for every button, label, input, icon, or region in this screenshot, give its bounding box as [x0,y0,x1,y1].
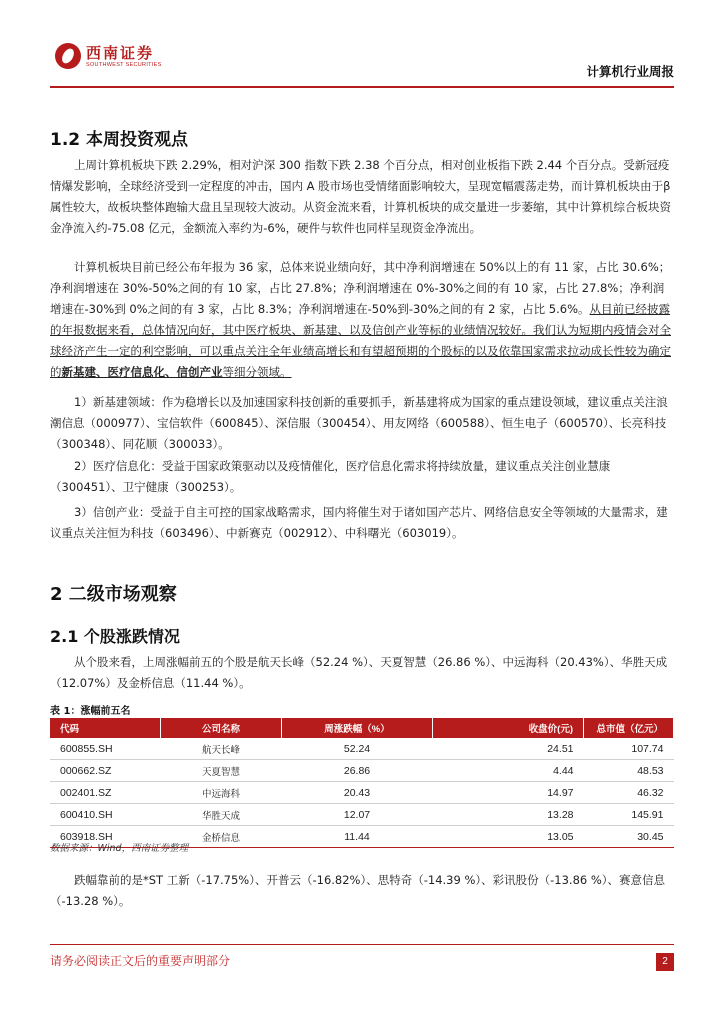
section-heading-2-1: 2.1 个股涨跌情况 [50,627,180,646]
report-type: 计算机行业周报 [586,64,674,79]
table-row [50,738,674,760]
cell-code: 000662.SZ [50,760,161,782]
key-sectors-bold: 新基建、医疗信息化、信创产业 [61,365,223,379]
brand-name-english: SOUTHWEST SECURITIES [86,62,162,68]
column-header-code: 代码 [50,718,161,738]
paragraph-top-gainers: 从个股来看，上周涨幅前五的个股是航天长峰（52.24 %）、天夏智慧（26.86 %）、中远海科（20.43%）、华胜天成（12.07%）及金桥信息（11.44 %）。 [50,655,668,690]
annual-report-stats: 计算机板块目前已经公布年报为 36 家，总体来说业绩向好，其中净利润增速在 50%以上的有 11 家，占比 30.6%；净利润增速在 30%-50%之间的有 10 家，占比 27.8%；净利润增速在 0%-30%之间的有 10 家，占比 27.8%；净利润增速在-30%到 0%之间的有 3 家，占比 8.3%；净利润增速在-50%到-30%之间的有 2 家，占比 5.6%。 [50,260,671,316]
cell-weekly-change: 26.86 [282,760,433,782]
cell-close-price: 14.97 [433,782,584,804]
cell-code: 603918.SH [50,826,161,848]
table-source-note: 数据来源：Wind，西南证券整理 [50,843,189,854]
table-row [50,760,674,782]
cell-market-cap: 107.74 [584,738,674,760]
cell-close-price: 24.51 [433,738,584,760]
cell-close-price: 4.44 [433,760,584,782]
section-heading-1-2: 1.2 本周投资观点 [50,130,189,150]
header-divider [50,86,674,88]
cell-market-cap: 145.91 [584,804,674,826]
cell-code: 002401.SZ [50,782,161,804]
cell-company: 金桥信息 [161,826,282,848]
cell-weekly-change: 11.44 [282,826,433,848]
investment-view-underlined: 从目前已经披露的年报数据来看，总体情况向好，其中医疗板块、新基建、以及信创产业等标的业绩情况较好。我们认为短期内疫情会对全球经济产生一定的利空影响，可以重点关注全年业绩高增长和有望超预期的个股标的以及依靠国家需求拉动成长性较为确定的 [50,302,671,379]
table-row [50,804,674,826]
cell-weekly-change: 12.07 [282,804,433,826]
paragraph-medical-it: 2）医疗信息化：受益于国家政策驱动以及疫情催化，医疗信息化需求将持续放量，建议重点关注创业慧康（300451）、卫宁健康（300253）。 [50,459,611,494]
cell-company: 天夏智慧 [161,760,282,782]
cell-market-cap: 30.45 [584,826,674,848]
table-row [50,782,674,804]
cell-close-price: 13.05 [433,826,584,848]
page-header [0,0,724,90]
column-header-company: 公司名称 [161,718,282,738]
cell-code: 600410.SH [50,804,161,826]
cell-weekly-change: 52.24 [282,738,433,760]
paragraph-top-losers: 跌幅靠前的是*ST 工新（-17.75%）、开普云（-16.82%）、思特奇（-14.39 %）、彩讯股份（-13.86 %）、赛意信息（-13.28 %）。 [50,873,666,908]
table-title: 表 1：涨幅前五名 [50,706,131,717]
cell-company: 华胜天成 [161,804,282,826]
paragraph-xinchuang: 3）信创产业：受益于自主可控的国家战略需求，国内将催生对于诸如国产芯片、网络信息安全等领域的大量需求，建议重点关注恒为科技（603496）、中新赛克（002912）、中科曙光（603019）。 [50,505,668,540]
investment-view-ending: 等细分领域。 [222,365,292,379]
table-header-row [50,718,674,738]
paragraph-new-infrastructure: 1）新基建领域：作为稳增长以及加速国家科技创新的重要抓手，新基建将成为国家的重点建设领域，建议重点关注浪潮信息（000977）、宝信软件（600845）、深信服（300454）、用友网络（600588）、恒生电子（600570）、长亮科技（300348）、同花顺（300033）。 [50,395,668,451]
cell-company: 航天长峰 [161,738,282,760]
brand-name: 西南证券 [86,44,155,62]
cell-market-cap: 46.32 [584,782,674,804]
top-gainers-table [50,718,674,848]
page-number: 2 [656,953,674,971]
footer-divider [50,944,674,945]
cell-company: 中远海科 [161,782,282,804]
cell-weekly-change: 20.43 [282,782,433,804]
column-header-close-price: 收盘价(元) [433,718,584,738]
column-header-market-cap: 总市值（亿元） [584,718,674,738]
paragraph-market-review: 上周计算机板块下跌 2.29%，相对沪深 300 指数下跌 2.38 个百分点，相对创业板指下跌 2.44 个百分点。受新冠疫情爆发影响，全球经济受到一定程度的冲击，国内 A 股市场也受情绪面影响较大，呈现宽幅震荡走势，而计算机板块由于β属性较大，故板块整体跑输大盘且呈现较大波动。从资金流来看，计算机板块的成交量进一步萎缩，其中计算机综合板块资金净流入约-75.08 亿元，金额流入率约为-6%，硬件与软件也同样呈现资金净流出。 [50,158,671,235]
footer-disclaimer: 请务必阅读正文后的重要声明部分 [50,954,231,968]
column-header-weekly-change: 周涨跌幅（%） [282,718,433,738]
cell-market-cap: 48.53 [584,760,674,782]
section-heading-2: 2 二级市场观察 [50,584,177,605]
cell-close-price: 13.28 [433,804,584,826]
cell-code: 600855.SH [50,738,161,760]
company-logo-icon [55,43,81,69]
paragraph-annual-report-summary [50,257,674,383]
